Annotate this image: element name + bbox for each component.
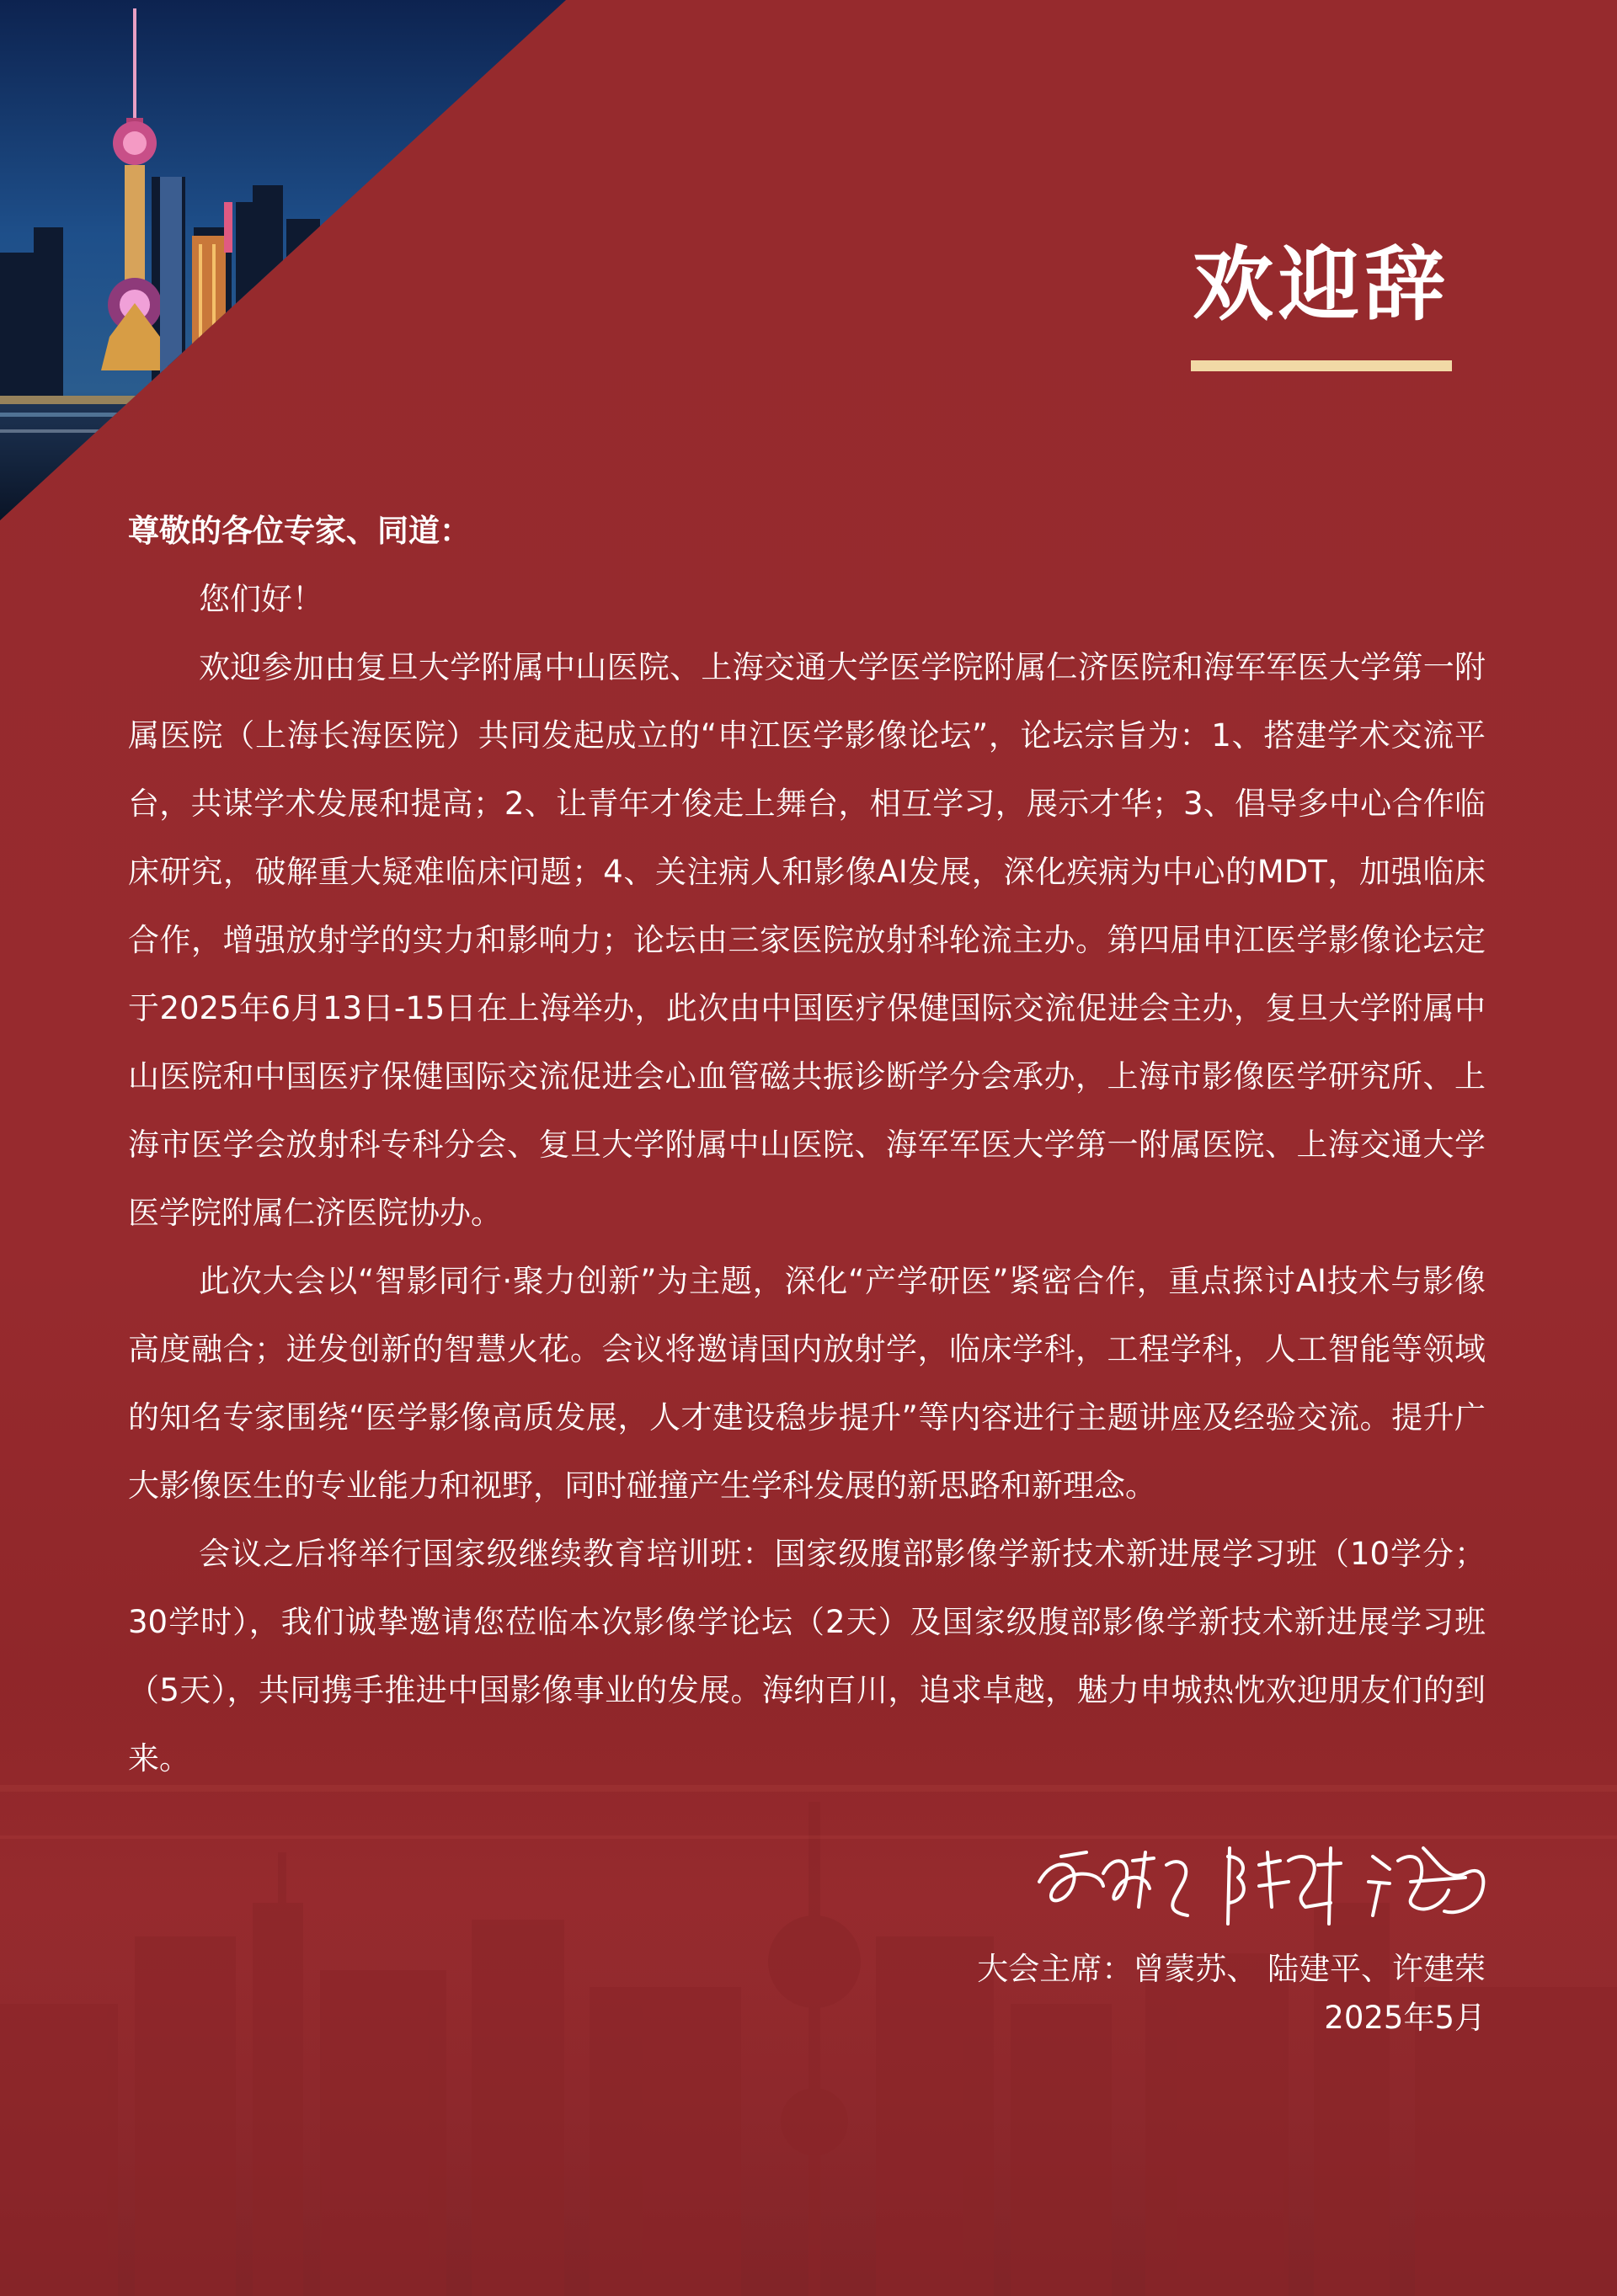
signature-image <box>1027 1823 1499 1941</box>
paragraph-3: 会议之后将举行国家级继续教育培训班：国家级腹部影像学新技术新进展学习班（10学分；30学时），我们诚挚邀请您莅临本次影像学论坛（2天）及国家级腹部影像学新技术新进展学习班（5天），共同携手推进中国影像事业的发展。海纳百川，追求卓越，魅力申城热忱欢迎朋友们的到来。 <box>128 1536 1486 1777</box>
salutation: 尊敬的各位专家、同道： <box>128 513 471 549</box>
chair-line: 大会主席：曾蒙苏、 陆建平、许建荣 <box>977 1951 1486 1987</box>
greeting: 您们好！ <box>199 581 323 617</box>
title-underline <box>1191 360 1452 371</box>
paragraph-2: 此次大会以“智影同行·聚力创新”为主题，深化“产学研医”紧密合作，重点探讨AI技术与影像高度融合；迸发创新的智慧火花。会议将邀请国内放射学，临床学科，工程学科，人工智能等领域的知名专家围绕“医学影像高质发展，人才建设稳步提升”等内容进行主题讲座及经验交流。提升广大影像医生的专业能力和视野，同时碰撞产生学科发展的新思路和新理念。 <box>128 1263 1486 1504</box>
title-block <box>1191 237 1452 371</box>
page-title: 欢迎辞 <box>1193 237 1450 332</box>
letter-date: 2025年5月 <box>1324 2000 1486 2036</box>
city-skyline-photo <box>0 0 573 522</box>
chair-block <box>977 1945 1486 2043</box>
letter-body <box>128 497 1486 1793</box>
paragraph-1: 欢迎参加由复旦大学附属中山医院、上海交通大学医学院附属仁济医院和海军军医大学第一附属医院（上海长海医院）共同发起成立的“申江医学影像论坛”，论坛宗旨为：1、搭建学术交流平台，共谋学术发展和提高；2、让青年才俊走上舞台，相互学习，展示才华；3、倡导多中心合作临床研究，破解重大疑难临床问题；4、关注病人和影像AI发展，深化疾病为中心的MDT，加强临床合作，增强放射学的实力和影响力；论坛由三家医院放射科轮流主办。第四届申江医学影像论坛定于2025年6月13日-15日在上海举办，此次由中国医疗保健国际交流促进会主办，复旦大学附属中山医院和中国医疗保健国际交流促进会心血管磁共振诊断学分会承办，上海市影像医学研究所、上海市医学会放射科专科分会、复旦大学附属中山医院、海军军医大学第一附属医院、上海交通大学医学院附属仁济医院协办。 <box>128 649 1486 1231</box>
